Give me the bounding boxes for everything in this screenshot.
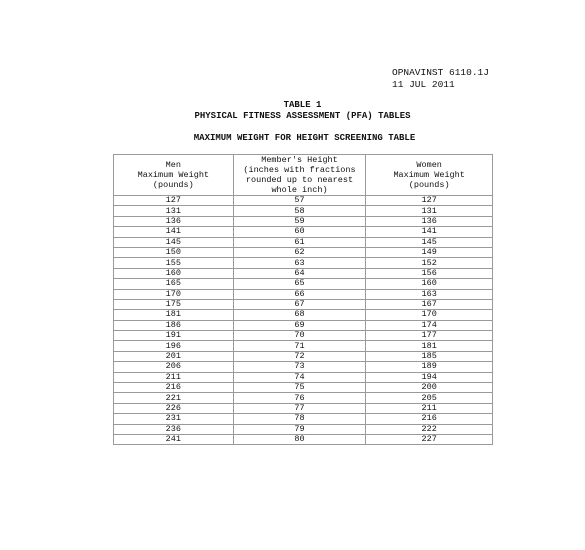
women-max-weight-cell: 127 (366, 196, 493, 206)
document-date: 11 JUL 2011 (392, 79, 455, 90)
men-max-weight-cell: 206 (114, 362, 234, 372)
table-row (114, 341, 493, 351)
men-max-weight-cell: 196 (114, 341, 234, 351)
women-max-weight-cell: 189 (366, 362, 493, 372)
table-title: MAXIMUM WEIGHT FOR HEIGHT SCREENING TABLE (193, 133, 416, 143)
men-max-weight-cell: 201 (114, 351, 234, 361)
men-max-weight-cell: 141 (114, 227, 234, 237)
women-max-weight-cell: 131 (366, 206, 493, 216)
height-cell: 75 (233, 383, 366, 393)
height-cell: 68 (233, 310, 366, 320)
table-series-title: PHYSICAL FITNESS ASSESSMENT (PFA) TABLES (194, 111, 411, 121)
men-max-weight-cell: 216 (114, 383, 234, 393)
women-max-weight-cell: 163 (366, 289, 493, 299)
height-cell: 63 (233, 258, 366, 268)
table-number: TABLE 1 (283, 100, 322, 110)
women-max-weight-cell: 222 (366, 424, 493, 434)
men-max-weight-cell: 160 (114, 268, 234, 278)
table-row (114, 206, 493, 216)
height-cell: 59 (233, 216, 366, 226)
women-max-weight-cell: 181 (366, 341, 493, 351)
men-max-weight-cell: 231 (114, 414, 234, 424)
women-max-weight-cell: 170 (366, 310, 493, 320)
height-cell: 66 (233, 289, 366, 299)
document-reference (392, 67, 489, 91)
height-cell: 57 (233, 196, 366, 206)
height-cell: 70 (233, 331, 366, 341)
height-cell: 71 (233, 341, 366, 351)
women-max-weight-cell: 211 (366, 403, 493, 413)
height-cell: 80 (233, 434, 366, 444)
women-max-weight-cell: 216 (366, 414, 493, 424)
table-row (114, 424, 493, 434)
table-row (114, 216, 493, 226)
table-row (114, 299, 493, 309)
height-cell: 78 (233, 414, 366, 424)
men-max-weight-cell: 165 (114, 279, 234, 289)
height-cell: 58 (233, 206, 366, 216)
height-cell: 67 (233, 299, 366, 309)
women-max-weight-cell: 194 (366, 372, 493, 382)
table-body (114, 196, 493, 445)
height-cell: 64 (233, 268, 366, 278)
men-max-weight-header: Men Maximum Weight (pounds) (114, 155, 234, 196)
height-cell: 69 (233, 320, 366, 330)
women-max-weight-cell: 152 (366, 258, 493, 268)
table-row (114, 237, 493, 247)
table-row (114, 258, 493, 268)
table-row (114, 331, 493, 341)
table-row (114, 247, 493, 257)
table-header-row (114, 155, 493, 196)
women-max-weight-cell: 145 (366, 237, 493, 247)
men-max-weight-cell: 236 (114, 424, 234, 434)
weight-for-height-table (113, 154, 493, 445)
table-row (114, 289, 493, 299)
men-max-weight-cell: 145 (114, 237, 234, 247)
height-cell: 72 (233, 351, 366, 361)
table-row (114, 268, 493, 278)
height-cell: 62 (233, 247, 366, 257)
height-cell: 60 (233, 227, 366, 237)
table-row (114, 310, 493, 320)
women-max-weight-cell: 205 (366, 393, 493, 403)
men-max-weight-cell: 175 (114, 299, 234, 309)
men-max-weight-cell: 226 (114, 403, 234, 413)
women-max-weight-header: Women Maximum Weight (pounds) (366, 155, 493, 196)
men-max-weight-cell: 181 (114, 310, 234, 320)
height-cell: 79 (233, 424, 366, 434)
table-row (114, 414, 493, 424)
table-row (114, 351, 493, 361)
member-height-header: Member's Height (inches with fractions rounded up to nearest whole inch) (233, 155, 366, 196)
women-max-weight-cell: 160 (366, 279, 493, 289)
table-row (114, 320, 493, 330)
height-cell: 77 (233, 403, 366, 413)
women-max-weight-cell: 227 (366, 434, 493, 444)
table-row (114, 393, 493, 403)
men-max-weight-cell: 221 (114, 393, 234, 403)
table-row (114, 362, 493, 372)
women-max-weight-cell: 200 (366, 383, 493, 393)
men-max-weight-cell: 170 (114, 289, 234, 299)
women-max-weight-cell: 141 (366, 227, 493, 237)
women-max-weight-cell: 149 (366, 247, 493, 257)
table-row (114, 196, 493, 206)
table-row (114, 383, 493, 393)
men-max-weight-cell: 131 (114, 206, 234, 216)
table-row (114, 434, 493, 444)
women-max-weight-cell: 136 (366, 216, 493, 226)
women-max-weight-cell: 167 (366, 299, 493, 309)
men-max-weight-cell: 136 (114, 216, 234, 226)
women-max-weight-cell: 174 (366, 320, 493, 330)
height-cell: 73 (233, 362, 366, 372)
women-max-weight-cell: 156 (366, 268, 493, 278)
height-cell: 61 (233, 237, 366, 247)
height-cell: 74 (233, 372, 366, 382)
men-max-weight-cell: 150 (114, 247, 234, 257)
table-row (114, 403, 493, 413)
height-cell: 76 (233, 393, 366, 403)
men-max-weight-cell: 155 (114, 258, 234, 268)
men-max-weight-cell: 211 (114, 372, 234, 382)
table-row (114, 372, 493, 382)
instruction-number: OPNAVINST 6110.1J (392, 67, 489, 78)
women-max-weight-cell: 185 (366, 351, 493, 361)
men-max-weight-cell: 186 (114, 320, 234, 330)
height-cell: 65 (233, 279, 366, 289)
men-max-weight-cell: 127 (114, 196, 234, 206)
table-row (114, 227, 493, 237)
men-max-weight-cell: 241 (114, 434, 234, 444)
men-max-weight-cell: 191 (114, 331, 234, 341)
women-max-weight-cell: 177 (366, 331, 493, 341)
table-row (114, 279, 493, 289)
